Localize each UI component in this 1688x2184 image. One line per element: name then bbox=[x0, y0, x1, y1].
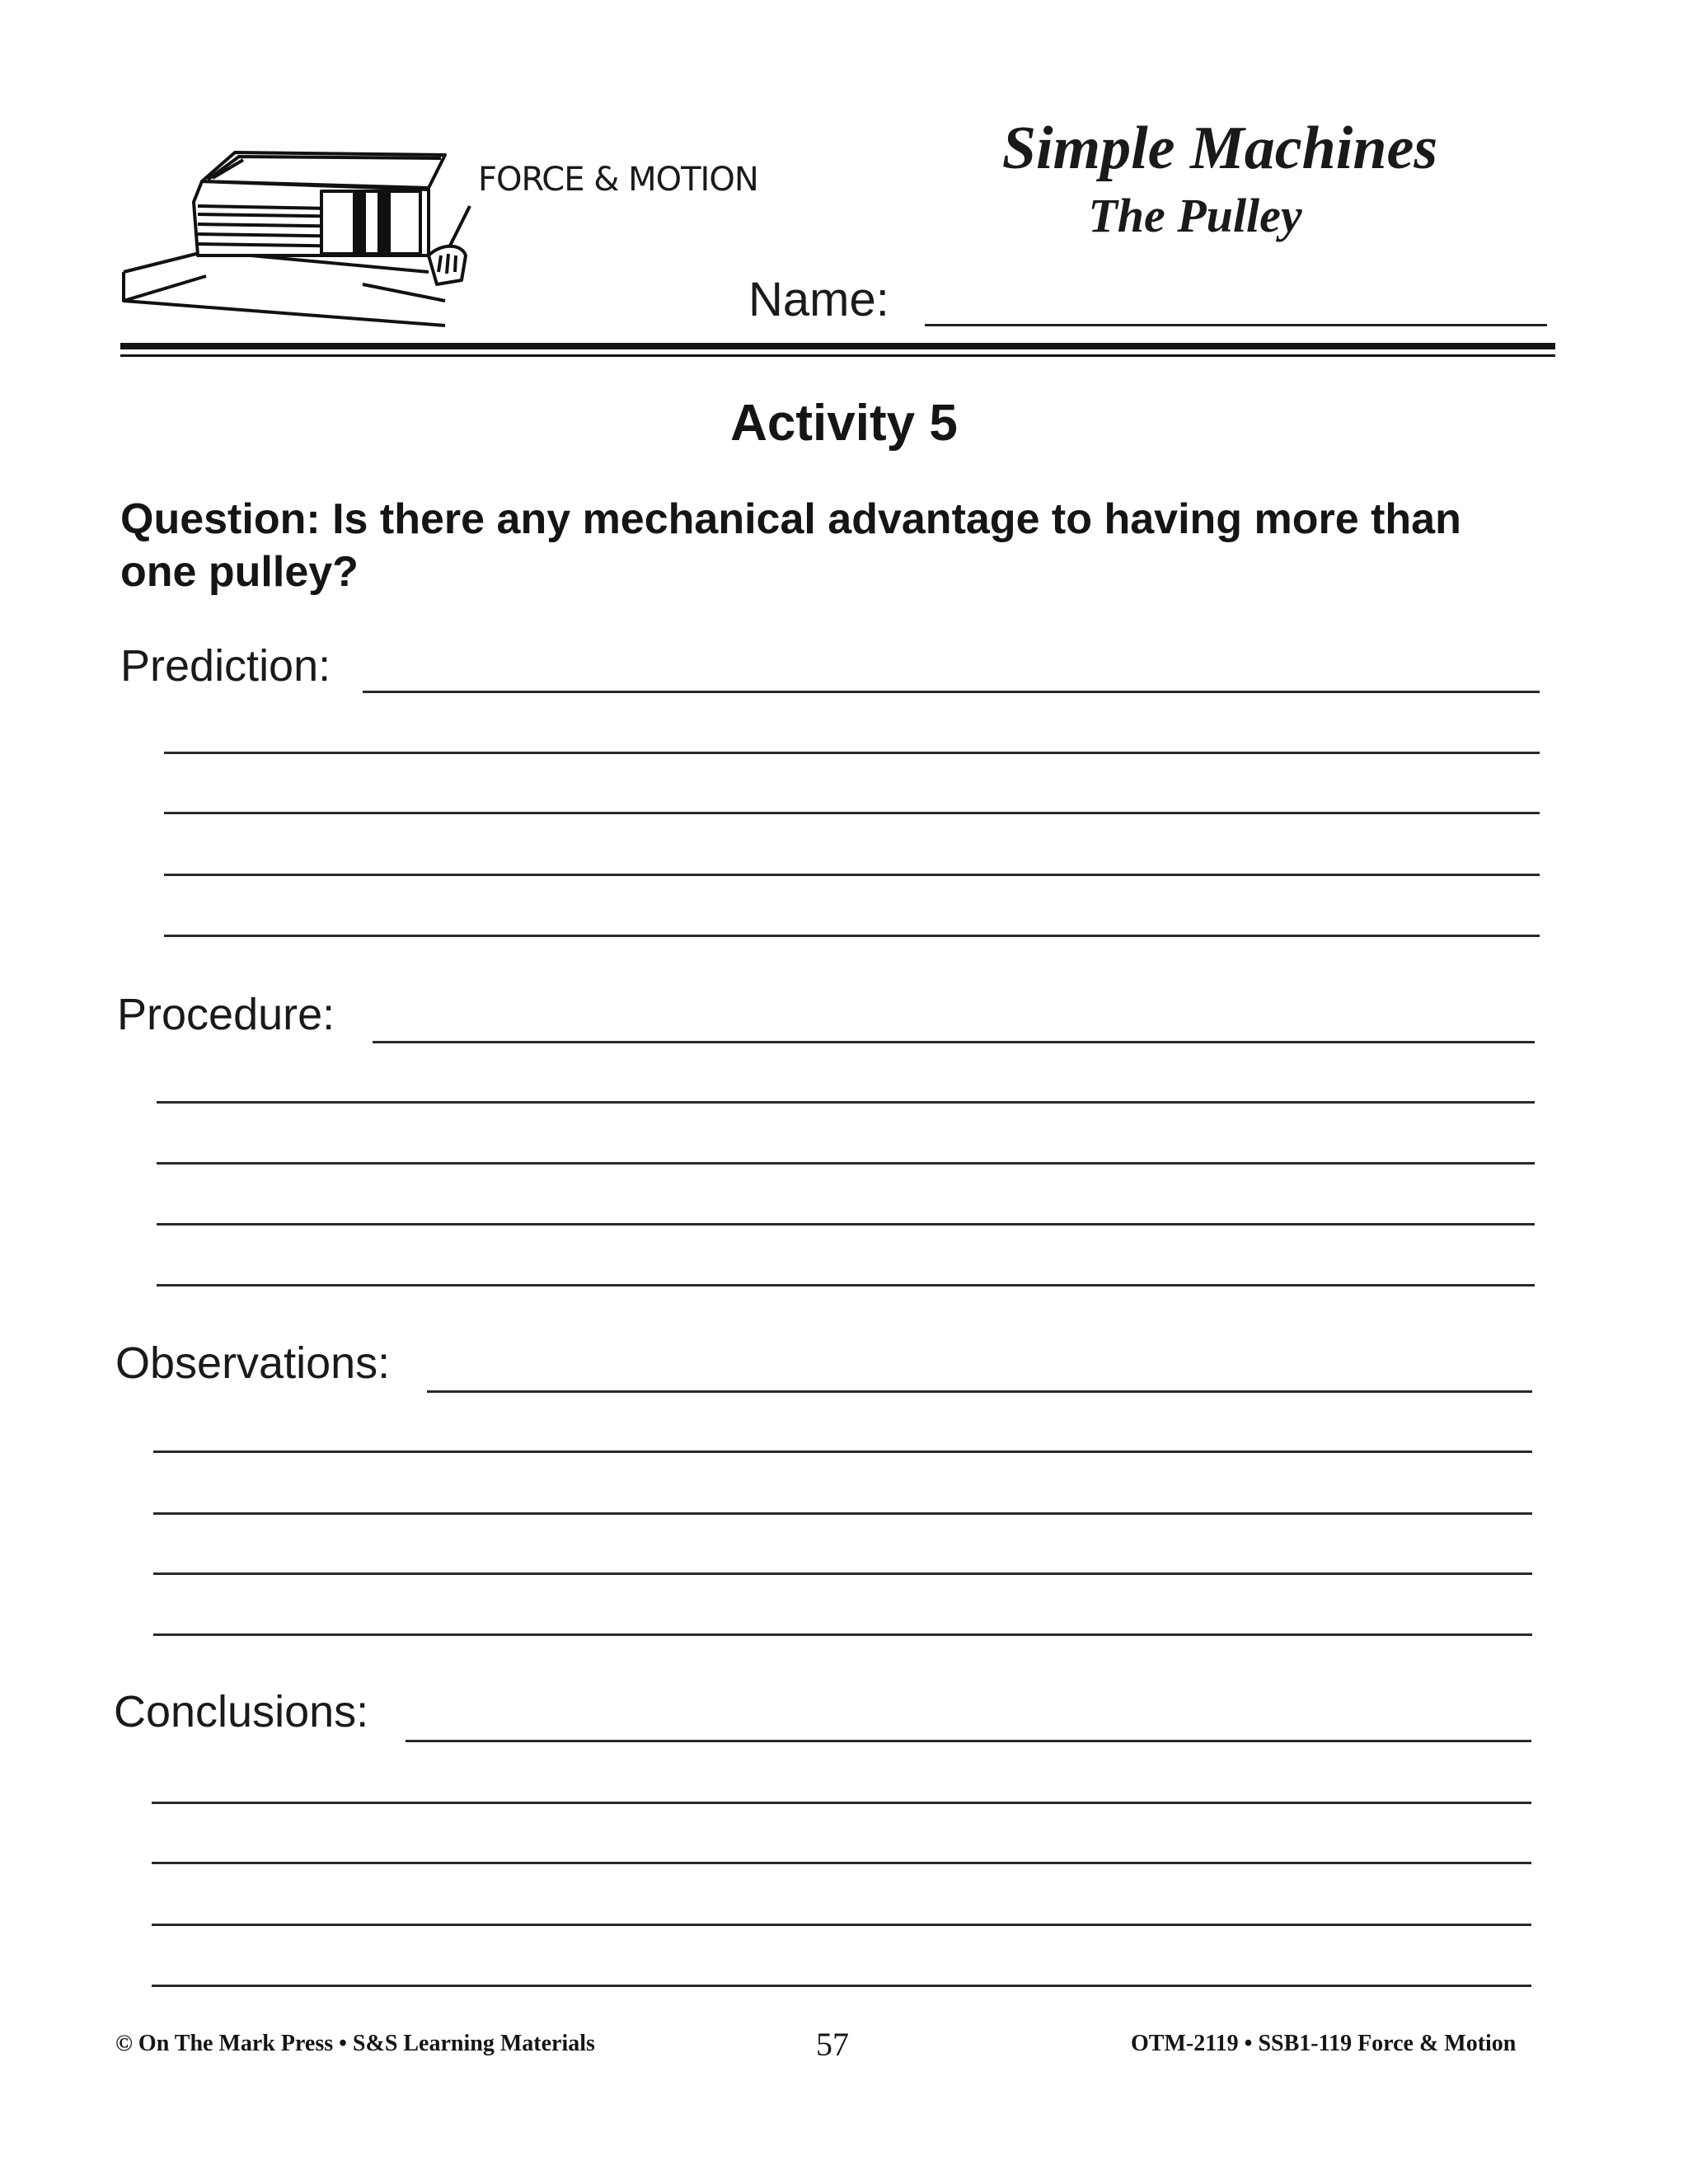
page-number: 57 bbox=[816, 2026, 849, 2063]
observations-line-3[interactable] bbox=[153, 1512, 1532, 1515]
conclusions-label: Conclusions: bbox=[114, 1687, 369, 1736]
name-field[interactable] bbox=[925, 324, 1547, 326]
observations-label: Observations: bbox=[115, 1338, 391, 1388]
procedure-line-5[interactable] bbox=[157, 1284, 1535, 1286]
observations-line-2[interactable] bbox=[153, 1451, 1532, 1453]
observations-line-5[interactable] bbox=[153, 1633, 1532, 1636]
procedure-label: Procedure: bbox=[117, 990, 335, 1039]
observations-line-1[interactable] bbox=[427, 1390, 1532, 1393]
question-text: Question: Is there any mechanical advantage to having more than one pulley? bbox=[120, 495, 1461, 596]
conclusions-line-1[interactable] bbox=[406, 1740, 1531, 1742]
prediction-line-2[interactable] bbox=[164, 752, 1540, 754]
prediction-line-4[interactable] bbox=[164, 874, 1540, 876]
books-on-desk-icon bbox=[115, 132, 478, 354]
procedure-line-2[interactable] bbox=[157, 1101, 1535, 1104]
conclusions-line-2[interactable] bbox=[152, 1802, 1531, 1804]
conclusions-line-5[interactable] bbox=[152, 1985, 1531, 1987]
page-subtitle: The Pulley bbox=[1088, 189, 1302, 242]
header-rule-thin bbox=[120, 354, 1555, 357]
activity-title: Activity 5 bbox=[730, 395, 958, 452]
prediction-line-3[interactable] bbox=[164, 812, 1540, 814]
prediction-line-1[interactable] bbox=[363, 691, 1540, 693]
procedure-line-1[interactable] bbox=[373, 1041, 1535, 1043]
footer-publisher: © On The Mark Press • S&S Learning Materials bbox=[115, 2031, 595, 2056]
procedure-line-3[interactable] bbox=[157, 1162, 1535, 1165]
conclusions-line-4[interactable] bbox=[152, 1924, 1531, 1926]
conclusions-line-3[interactable] bbox=[152, 1862, 1531, 1864]
prediction-label: Prediction: bbox=[120, 641, 331, 691]
procedure-line-4[interactable] bbox=[157, 1223, 1535, 1226]
observations-line-4[interactable] bbox=[153, 1572, 1532, 1575]
prediction-line-5[interactable] bbox=[164, 935, 1540, 937]
page-title: Simple Machines bbox=[1001, 115, 1438, 182]
logo-text: FORCE & MOTION bbox=[478, 161, 758, 199]
name-label: Name: bbox=[748, 273, 889, 326]
footer-product-code: OTM-2119 • SSB1-119 Force & Motion bbox=[1131, 2031, 1517, 2056]
header-rule bbox=[120, 343, 1555, 349]
